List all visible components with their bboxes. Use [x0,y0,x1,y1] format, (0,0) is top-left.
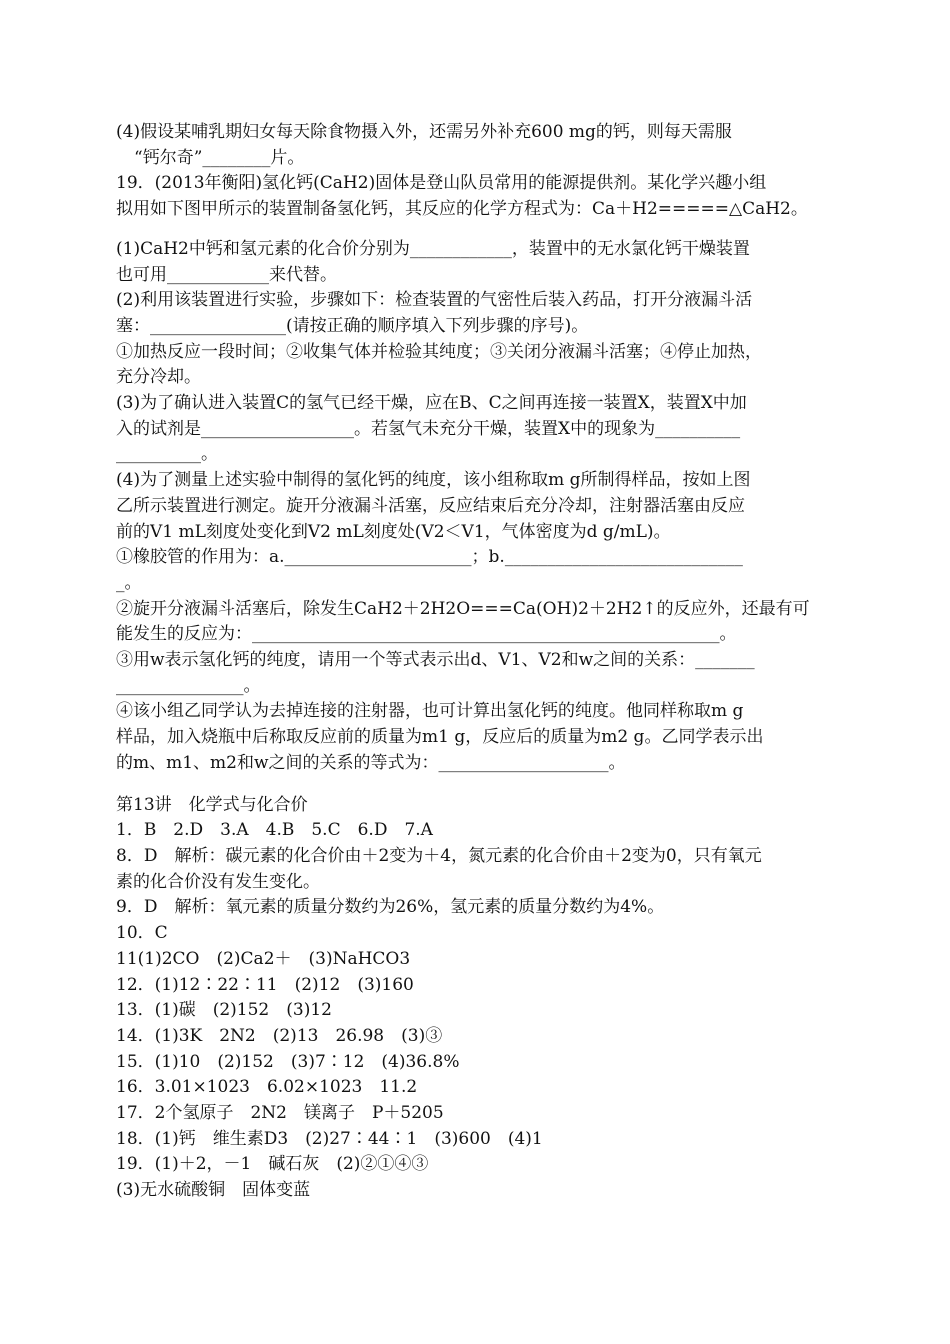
question-18-part-4 [116,120,838,171]
text-line: 充分冷却。 [116,367,201,388]
text-line: 也可用____________来代替。 [116,264,337,285]
text-line: 19．(2013年衡阳)氢化钙(CaH2)固体是登山队员常用的能源提供剂。某化学兴趣小组 [116,173,767,194]
answer-line: 14．(1)3K 2N2 (2)13 26.98 (3)③ [116,1025,443,1046]
text-line: (1)CaH2中钙和氢元素的化合价分别为____________，装置中的无水氯化钙干燥装置 [116,238,750,259]
text-line: __________。 [116,444,218,465]
text-line: 塞：________________(请按正确的顺序填入下列步骤的序号)。 [116,315,589,336]
text-line: (3)为了确认进入装置C的氢气已经干燥，应在B、C之间再连接一装置X，装置X中加 [116,393,747,414]
answer-line: 11(1)2CO (2)Ca2＋ (3)NaHCO3 [116,948,411,969]
answer-list [116,818,838,1204]
text-line: _______________。 [116,675,261,696]
text-line: ④该小组乙同学认为去掉连接的注射器，也可计算出氢化钙的纯度。他同样称取m g [116,701,744,722]
text-line: 入的试剂是__________________。若氢气未充分干燥，装置X中的现象为__________ [116,418,741,439]
answer-line: 9．D 解析：氧元素的质量分数约为26%，氢元素的质量分数约为4%。 [116,897,665,918]
answer-line: 12．(1)12∶22∶11 (2)12 (3)160 [116,974,414,995]
text-line: ③用w表示氢化钙的纯度，请用一个等式表示出d、V1、V2和w之间的关系：_______ [116,650,755,671]
answer-line: 1．B 2.D 3.A 4.B 5.C 6.D 7.A [116,820,433,841]
spacer [116,223,838,237]
answer-line: 16．3.01×1023 6.02×1023 11.2 [116,1077,418,1098]
answer-line: 素的化合价没有发生变化。 [116,871,320,892]
answer-line: (3)无水硫酸铜 固体变蓝 [116,1180,311,1201]
text-line: 前的V1 mL刻度处变化到V2 mL刻度处(V2＜V1，气体密度为d g/mL)。 [116,521,671,542]
text-line: 能发生的反应为：_______________________________________________________。 [116,624,737,645]
document-body [116,120,838,1204]
spacer [116,777,838,793]
text-line: 的m、m1、m2和w之间的关系的等式为：____________________。 [116,752,626,773]
question-19-part-3 [116,391,838,468]
answer-line: 19．(1)＋2，－1 碱石灰 (2)②①④③ [116,1154,429,1175]
question-19-part-1 [116,237,838,288]
text-line: 样品，加入烧瓶中后称取反应前的质量为m1 g，反应后的质量为m2 g。乙同学表示出 [116,727,764,748]
question-19-part-4 [116,468,838,776]
text-line: (2)利用该装置进行实验，步骤如下：检查装置的气密性后装入药品，打开分液漏斗活 [116,290,753,311]
text-line: ②旋开分液漏斗活塞后，除发生CaH2＋2H2O===Ca(OH)2＋2H2↑的反应外，还最有可 [116,598,810,619]
text-line: (4)假设某哺乳期妇女每天除食物摄入外，还需另外补充600 mg的钙，则每天需服 [116,122,732,142]
text-line: ①加热反应一段时间；②收集气体并检验其纯度；③关闭分液漏斗活塞；④停止加热， [116,341,762,362]
answer-section-title: 第13讲 化学式与化合价 [116,794,308,815]
text-line: ①橡胶管的作用为：a.______________________；b.____________________________ [116,547,743,568]
text-line: _。 [116,572,142,593]
text-line: (4)为了测量上述实验中制得的氢化钙的纯度，该小组称取m g所制得样品，按如上图 [116,470,751,491]
question-19-intro [116,171,838,222]
text-line: 乙所示装置进行测定。旋开分液漏斗活塞，反应结束后充分冷却，注射器活塞由反应 [116,495,745,516]
answer-line: 18．(1)钙 维生素D3 (2)27∶44∶1 (3)600 (4)1 [116,1128,543,1149]
answer-line: 13．(1)碳 (2)152 (3)12 [116,1000,332,1021]
text-line: “钙尔奇”________片。 [134,147,305,168]
answer-line: 10．C [116,923,168,944]
text-line: 拟用如下图甲所示的装置制备氢化钙，其反应的化学方程式为：Ca＋H2=====△CaH2。 [116,199,808,220]
answer-line: 8．D 解析：碳元素的化合价由＋2变为＋4，氮元素的化合价由＋2变为0，只有氧元 [116,845,762,866]
answer-line: 17．2个氢原子 2N2 镁离子 P＋5205 [116,1103,444,1124]
question-19-part-2 [116,288,838,391]
answer-line: 15．(1)10 (2)152 (3)7∶12 (4)36.8% [116,1051,460,1072]
